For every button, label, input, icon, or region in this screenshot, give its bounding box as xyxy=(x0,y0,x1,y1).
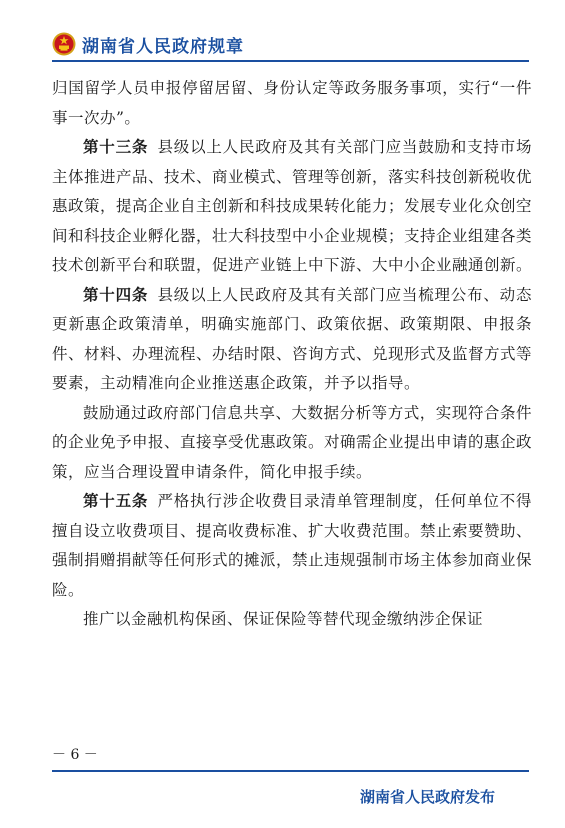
article-heading: 第十五条 xyxy=(83,492,149,510)
paragraph-text: 鼓励通过政府部门信息共享、大数据分析等方式，实现符合条件的企业免予申报、直接享受优惠政策。对确需企业提出申请的惠企政策，应当合理设置申请条件，简化申报手续。 xyxy=(52,403,533,481)
footer-divider xyxy=(52,770,529,772)
article-13 xyxy=(52,133,532,281)
article-text: 县级以上人民政府及其有关部门应当鼓励和支持市场主体推进产品、技术、商业模式、管理等创新，落实科技创新税收优惠政策，提高企业自主创新和科技成果转化能力；发展专业化众创空间和科技企业孵化器，壮大科技型中小企业规模；支持企业组建各类技术创新平台和联盟，促进产业链上中下游、大中小企业融通创新。 xyxy=(52,138,533,274)
document-body xyxy=(52,74,532,635)
page-number: － 6 － xyxy=(52,747,98,763)
article-text: 严格执行涉企收费目录清单管理制度，任何单位不得擅自设立收费项目、提高收费标准、扩大收费范围。禁止索要赞助、强制捐赠捐献等任何形式的摊派，禁止违规强制市场主体参加商业保险。 xyxy=(52,492,533,599)
paragraph xyxy=(52,399,532,488)
paragraph xyxy=(52,74,532,133)
paragraph-text: 归国留学人员申报停留居留、身份认定等政务服务事项，实行“一件事一次办”。 xyxy=(52,79,532,127)
paragraph xyxy=(52,605,532,635)
article-15 xyxy=(52,487,532,605)
article-text: 县级以上人民政府及其有关部门应当梳理公布、动态更新惠企政策清单，明确实施部门、政策依据、政策期限、申报条件、材料、办理流程、办结时限、咨询方式、兑现形式及监督方式等要素，主动精准向企业推送惠企政策，并予以指导。 xyxy=(52,285,533,392)
paragraph-text: 推广以金融机构保函、保证保险等替代现金缴纳涉企保证 xyxy=(83,610,484,628)
header-title: 湖南省人民政府规章 xyxy=(82,36,244,57)
header-divider xyxy=(52,60,529,62)
article-heading: 第十四条 xyxy=(83,285,149,304)
footer-publisher: 湖南省人民政府发布 xyxy=(359,788,495,806)
article-heading: 第十三条 xyxy=(83,138,149,156)
national-emblem-icon xyxy=(52,32,76,56)
page-header xyxy=(52,30,244,58)
article-14 xyxy=(52,281,532,399)
